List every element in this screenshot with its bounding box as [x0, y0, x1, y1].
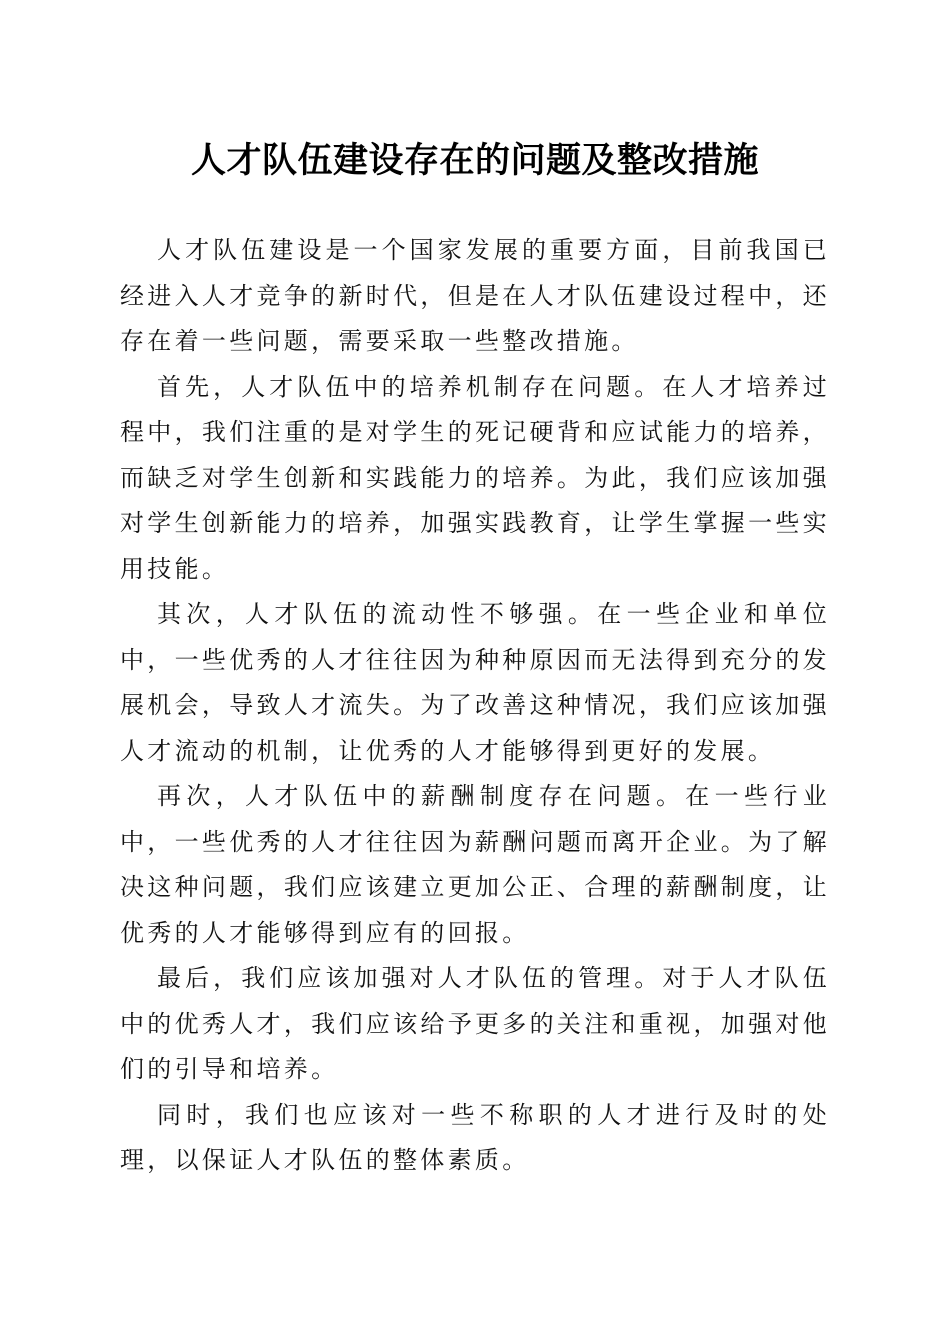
paragraph-training-mechanism: 首先，人才队伍中的培养机制存在问题。在人才培养过程中，我们注重的是对学生的死记硬背和应试能力的培养，而缺乏对学生创新和实践能力的培养。为此，我们应该加强对学生创新能力的培养，加强实践教育，让学生掌握一些实用技能。 — [120, 372, 830, 583]
paragraph-conclusion: 同时，我们也应该对一些不称职的人才进行及时的处理，以保证人才队伍的整体素质。 — [120, 1100, 830, 1174]
paragraph-intro: 人才队伍建设是一个国家发展的重要方面，目前我国已经进入人才竞争的新时代，但是在人才队伍建设过程中，还存在着一些问题，需要采取一些整改措施。 — [120, 236, 830, 355]
paragraph-compensation: 再次，人才队伍中的薪酬制度存在问题。在一些行业中，一些优秀的人才往往因为薪酬问题而离开企业。为了解决这种问题，我们应该建立更加公正、合理的薪酬制度，让优秀的人才能够得到应有的回报。 — [120, 782, 830, 947]
document-body — [120, 228, 830, 1184]
paragraph-management: 最后，我们应该加强对人才队伍的管理。对于人才队伍中的优秀人才，我们应该给予更多的关注和重视，加强对他们的引导和培养。 — [120, 964, 830, 1083]
paragraph-mobility: 其次，人才队伍的流动性不够强。在一些企业和单位中，一些优秀的人才往往因为种种原因而无法得到充分的发展机会，导致人才流失。为了改善这种情况，我们应该加强人才流动的机制，让优秀的人才能够得到更好的发展。 — [120, 600, 830, 765]
document-title: 人才队伍建设存在的问题及整改措施 — [190, 140, 759, 181]
